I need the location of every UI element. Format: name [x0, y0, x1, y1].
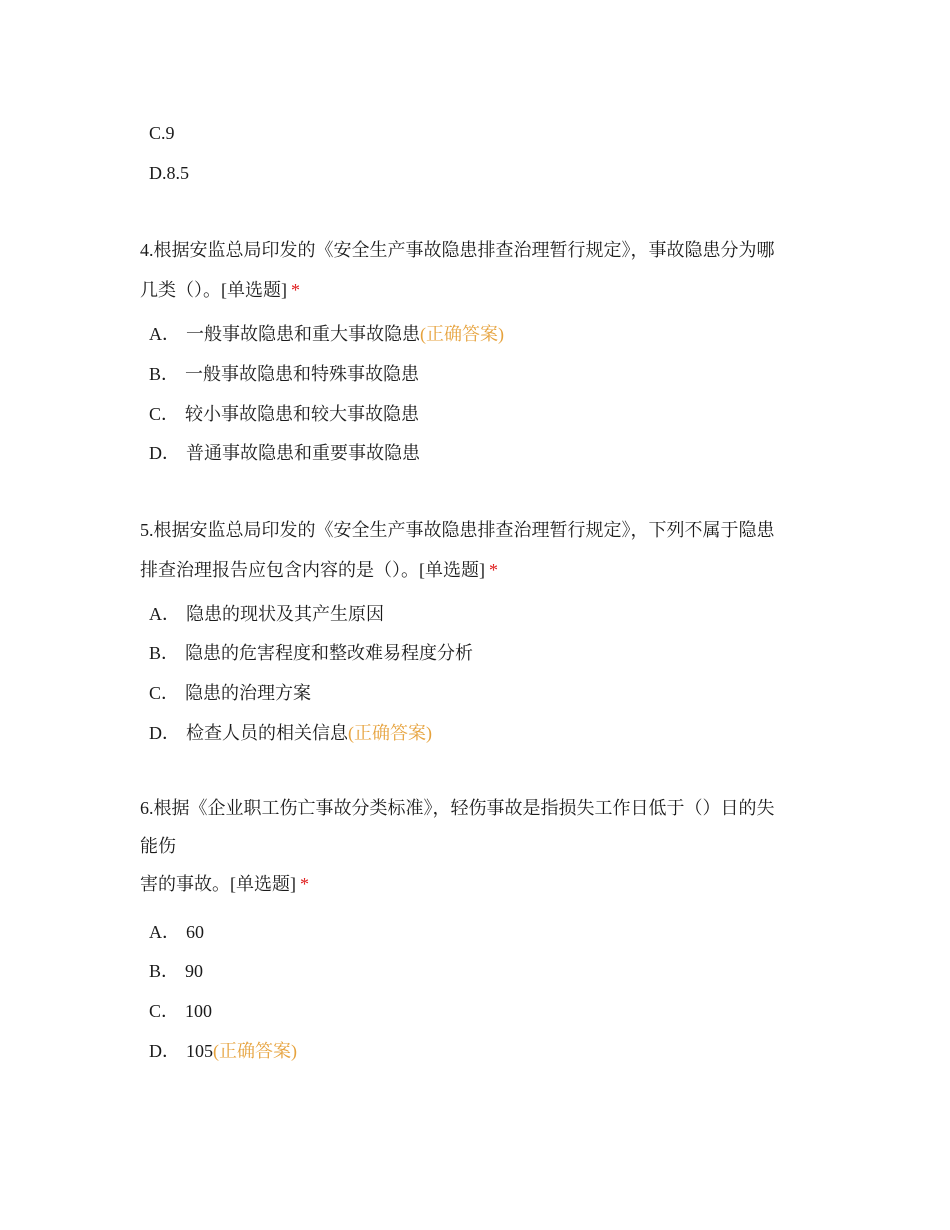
option-text: 普通事故隐患和重要事故隐患: [186, 443, 420, 463]
correct-answer-label: (正确答案): [420, 324, 504, 344]
question-5-option-a[interactable]: [149, 603, 384, 625]
question-5-title: [140, 510, 820, 590]
question-line-text: 几类（）。[单选题]: [140, 280, 287, 300]
question-4-option-b[interactable]: [149, 363, 419, 385]
prev-option-d[interactable]: [149, 162, 189, 184]
question-5-option-d[interactable]: [149, 722, 432, 744]
question-line: 4.根据安监总局印发的《安全生产事故隐患排查治理暂行规定》，事故隐患分为哪: [140, 240, 775, 260]
option-text: 隐患的治理方案: [185, 683, 312, 703]
option-letter: C．: [149, 1001, 180, 1021]
option-text: 60: [186, 922, 204, 942]
question-line-text: 害的事故。[单选题]: [140, 874, 296, 894]
question-4-option-c[interactable]: [149, 403, 419, 425]
question-line-text: 排查治理报告应包含内容的是（）。[单选题]: [140, 560, 485, 580]
question-line: 6.根据《企业职工伤亡事故分类标准》，轻伤事故是指损失工作日低于（）日的失: [140, 798, 775, 818]
question-4-title: [140, 230, 820, 310]
question-6-title: [140, 789, 820, 903]
option-text: 隐患的危害程度和整改难易程度分析: [185, 643, 474, 663]
required-mark: *: [489, 560, 498, 580]
question-line: 5.根据安监总局印发的《安全生产事故隐患排查治理暂行规定》，下列不属于隐患: [140, 520, 775, 540]
required-mark: *: [291, 280, 300, 300]
question-6-option-d[interactable]: [149, 1040, 297, 1062]
question-4-option-a[interactable]: [149, 323, 504, 345]
question-4-option-d[interactable]: [149, 442, 420, 464]
option-text: 检查人员的相关信息: [186, 723, 348, 743]
prev-option-c[interactable]: [149, 122, 175, 144]
option-letter: C．: [149, 683, 180, 703]
question-6-option-b[interactable]: [149, 960, 203, 982]
question-line: 能伤: [140, 836, 176, 856]
question-6-option-a[interactable]: [149, 921, 204, 943]
option-letter: A．: [149, 922, 180, 942]
option-letter: B．: [149, 643, 180, 663]
question-5-option-b[interactable]: [149, 642, 473, 664]
option-text: 105: [186, 1041, 213, 1061]
correct-answer-label: (正确答案): [213, 1041, 297, 1061]
option-letter: C．: [149, 404, 180, 424]
option-letter: B．: [149, 364, 180, 384]
option-letter: D．: [149, 443, 180, 463]
option-text: C.9: [149, 123, 175, 143]
option-letter: A．: [149, 324, 180, 344]
option-letter: D．: [149, 1041, 180, 1061]
option-letter: D．: [149, 723, 180, 743]
correct-answer-label: (正确答案): [348, 723, 432, 743]
question-5-option-c[interactable]: [149, 682, 311, 704]
question-6-option-c[interactable]: [149, 1000, 212, 1022]
option-text: 隐患的现状及其产生原因: [186, 604, 384, 624]
required-mark: *: [300, 874, 309, 894]
option-text: 一般事故隐患和特殊事故隐患: [185, 364, 420, 384]
option-text: 较小事故隐患和较大事故隐患: [185, 404, 420, 424]
option-letter: A．: [149, 604, 180, 624]
question-line: [140, 865, 820, 903]
option-text: 一般事故隐患和重大事故隐患: [186, 324, 420, 344]
question-line: [140, 270, 820, 310]
question-line: [140, 550, 820, 590]
option-text: D.8.5: [149, 163, 189, 183]
option-letter: B．: [149, 961, 180, 981]
option-text: 90: [185, 961, 204, 981]
option-text: 100: [185, 1001, 213, 1021]
